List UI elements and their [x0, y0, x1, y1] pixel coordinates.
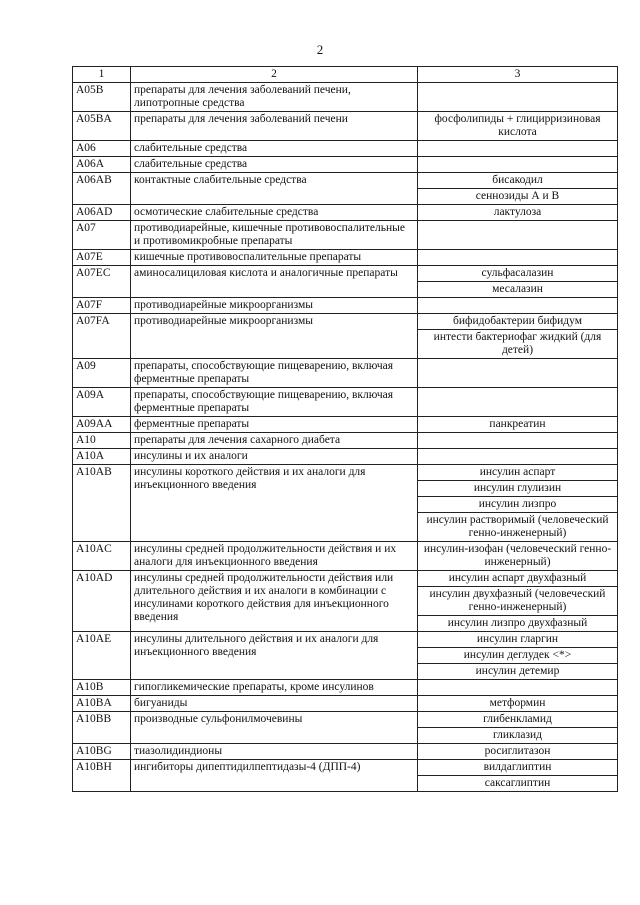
- description-cell: ингибиторы дипептидилпептидазы-4 (ДПП-4): [131, 760, 418, 792]
- drug-name-cell: инсулин лизпро: [418, 497, 618, 513]
- description-cell: кишечные противовоспалительные препараты: [131, 250, 418, 266]
- atc-code-cell: A10BH: [73, 760, 131, 792]
- drug-name-cell: глибенкламид: [418, 712, 618, 728]
- drug-name-cell: [418, 388, 618, 417]
- atc-code-cell: A10BA: [73, 696, 131, 712]
- header-row: [73, 67, 618, 83]
- description-cell: бигуаниды: [131, 696, 418, 712]
- description-cell: противодиарейные микроорганизмы: [131, 314, 418, 359]
- table-row: [73, 112, 618, 141]
- atc-code-cell: A10AD: [73, 571, 131, 632]
- atc-code-cell: A05BA: [73, 112, 131, 141]
- atc-code-cell: A10: [73, 433, 131, 449]
- atc-code-cell: A09A: [73, 388, 131, 417]
- drug-name-cell: месалазин: [418, 282, 618, 298]
- table-row: [73, 173, 618, 189]
- table-row: [73, 680, 618, 696]
- table-row: [73, 266, 618, 282]
- atc-code-cell: A06A: [73, 157, 131, 173]
- atc-code-cell: A09: [73, 359, 131, 388]
- table-row: [73, 433, 618, 449]
- table-row: [73, 744, 618, 760]
- description-cell: слабительные средства: [131, 141, 418, 157]
- atc-code-cell: A10BB: [73, 712, 131, 744]
- drug-name-cell: [418, 250, 618, 266]
- description-cell: инсулины короткого действия и их аналоги для инъекционного введения: [131, 465, 418, 542]
- atc-code-cell: A05B: [73, 83, 131, 112]
- header-col-1: 1: [73, 67, 131, 83]
- drug-name-cell: вилдаглиптин: [418, 760, 618, 776]
- table-row: [73, 83, 618, 112]
- drug-name-cell: инсулин растворимый (человеческий генно-инженерный): [418, 513, 618, 542]
- drug-name-cell: [418, 141, 618, 157]
- table-row: [73, 760, 618, 776]
- drug-name-cell: инсулин аспарт: [418, 465, 618, 481]
- atc-code-cell: A10B: [73, 680, 131, 696]
- description-cell: инсулины длительного действия и их аналоги для инъекционного введения: [131, 632, 418, 680]
- header-col-3: 3: [418, 67, 618, 83]
- description-cell: тиазолидиндионы: [131, 744, 418, 760]
- description-cell: производные сульфонилмочевины: [131, 712, 418, 744]
- atc-code-cell: A06: [73, 141, 131, 157]
- description-cell: противодиарейные микроорганизмы: [131, 298, 418, 314]
- table-row: [73, 632, 618, 648]
- drug-name-cell: [418, 83, 618, 112]
- description-cell: препараты, способствующие пищеварению, включая ферментные препараты: [131, 359, 418, 388]
- drug-name-cell: [418, 359, 618, 388]
- atc-code-cell: A10AC: [73, 542, 131, 571]
- atc-code-cell: A07F: [73, 298, 131, 314]
- drug-name-cell: панкреатин: [418, 417, 618, 433]
- drug-name-cell: гликлазид: [418, 728, 618, 744]
- header-col-2: 2: [131, 67, 418, 83]
- table-row: [73, 388, 618, 417]
- drug-name-cell: [418, 221, 618, 250]
- table-row: [73, 542, 618, 571]
- drug-name-cell: бифидобактерии бифидум: [418, 314, 618, 330]
- drug-name-cell: инсулин двухфазный (человеческий генно-инженерный): [418, 587, 618, 616]
- drug-name-cell: инсулин-изофан (человеческий генно-инженерный): [418, 542, 618, 571]
- description-cell: инсулины средней продолжительности действия и их аналоги для инъекционного введения: [131, 542, 418, 571]
- atc-code-cell: A10A: [73, 449, 131, 465]
- atc-code-cell: A07: [73, 221, 131, 250]
- table-row: [73, 696, 618, 712]
- description-cell: контактные слабительные средства: [131, 173, 418, 205]
- table-body: [73, 67, 618, 792]
- atc-code-cell: A07E: [73, 250, 131, 266]
- description-cell: инсулины средней продолжительности действия или длительного действия и их аналоги в комбинации с инсулинами короткого действия для инъекционного введения: [131, 571, 418, 632]
- drug-name-cell: [418, 157, 618, 173]
- table-row: [73, 465, 618, 481]
- drug-name-cell: инсулин гларгин: [418, 632, 618, 648]
- drug-name-cell: инсулин глулизин: [418, 481, 618, 497]
- description-cell: аминосалициловая кислота и аналогичные препараты: [131, 266, 418, 298]
- drug-name-cell: инсулин лизпро двухфазный: [418, 616, 618, 632]
- drug-name-cell: [418, 433, 618, 449]
- drug-classification-table: [72, 66, 618, 792]
- atc-code-cell: A10AE: [73, 632, 131, 680]
- drug-name-cell: сеннозиды А и В: [418, 189, 618, 205]
- description-cell: инсулины и их аналоги: [131, 449, 418, 465]
- table-row: [73, 298, 618, 314]
- atc-code-cell: A10BG: [73, 744, 131, 760]
- table-row: [73, 417, 618, 433]
- atc-code-cell: A06AD: [73, 205, 131, 221]
- description-cell: осмотические слабительные средства: [131, 205, 418, 221]
- drug-name-cell: саксаглиптин: [418, 776, 618, 792]
- table-row: [73, 571, 618, 587]
- drug-name-cell: инсулин деглудек <*>: [418, 648, 618, 664]
- drug-name-cell: инсулин детемир: [418, 664, 618, 680]
- table-row: [73, 250, 618, 266]
- table-row: [73, 157, 618, 173]
- description-cell: препараты, способствующие пищеварению, включая ферментные препараты: [131, 388, 418, 417]
- description-cell: слабительные средства: [131, 157, 418, 173]
- page-number: 2: [316, 42, 324, 57]
- description-cell: препараты для лечения сахарного диабета: [131, 433, 418, 449]
- table-row: [73, 141, 618, 157]
- table-row: [73, 359, 618, 388]
- atc-code-cell: A07FA: [73, 314, 131, 359]
- drug-name-cell: [418, 449, 618, 465]
- drug-name-cell: инсулин аспарт двухфазный: [418, 571, 618, 587]
- drug-name-cell: [418, 298, 618, 314]
- drug-name-cell: фосфолипиды + глицирризиновая кислота: [418, 112, 618, 141]
- atc-code-cell: A09AA: [73, 417, 131, 433]
- drug-name-cell: росиглитазон: [418, 744, 618, 760]
- drug-name-cell: интести бактериофаг жидкий (для детей): [418, 330, 618, 359]
- drug-name-cell: сульфасалазин: [418, 266, 618, 282]
- table-row: [73, 314, 618, 330]
- table-row: [73, 712, 618, 728]
- drug-name-cell: бисакодил: [418, 173, 618, 189]
- description-cell: препараты для лечения заболеваний печени: [131, 112, 418, 141]
- description-cell: гипогликемические препараты, кроме инсулинов: [131, 680, 418, 696]
- description-cell: ферментные препараты: [131, 417, 418, 433]
- atc-code-cell: A07EC: [73, 266, 131, 298]
- description-cell: препараты для лечения заболеваний печени, липотропные средства: [131, 83, 418, 112]
- drug-name-cell: лактулоза: [418, 205, 618, 221]
- drug-name-cell: [418, 680, 618, 696]
- drug-name-cell: метформин: [418, 696, 618, 712]
- atc-code-cell: A06AB: [73, 173, 131, 205]
- atc-code-cell: A10AB: [73, 465, 131, 542]
- description-cell: противодиарейные, кишечные противовоспалительные и противомикробные препараты: [131, 221, 418, 250]
- table-row: [73, 449, 618, 465]
- table-row: [73, 205, 618, 221]
- table-row: [73, 221, 618, 250]
